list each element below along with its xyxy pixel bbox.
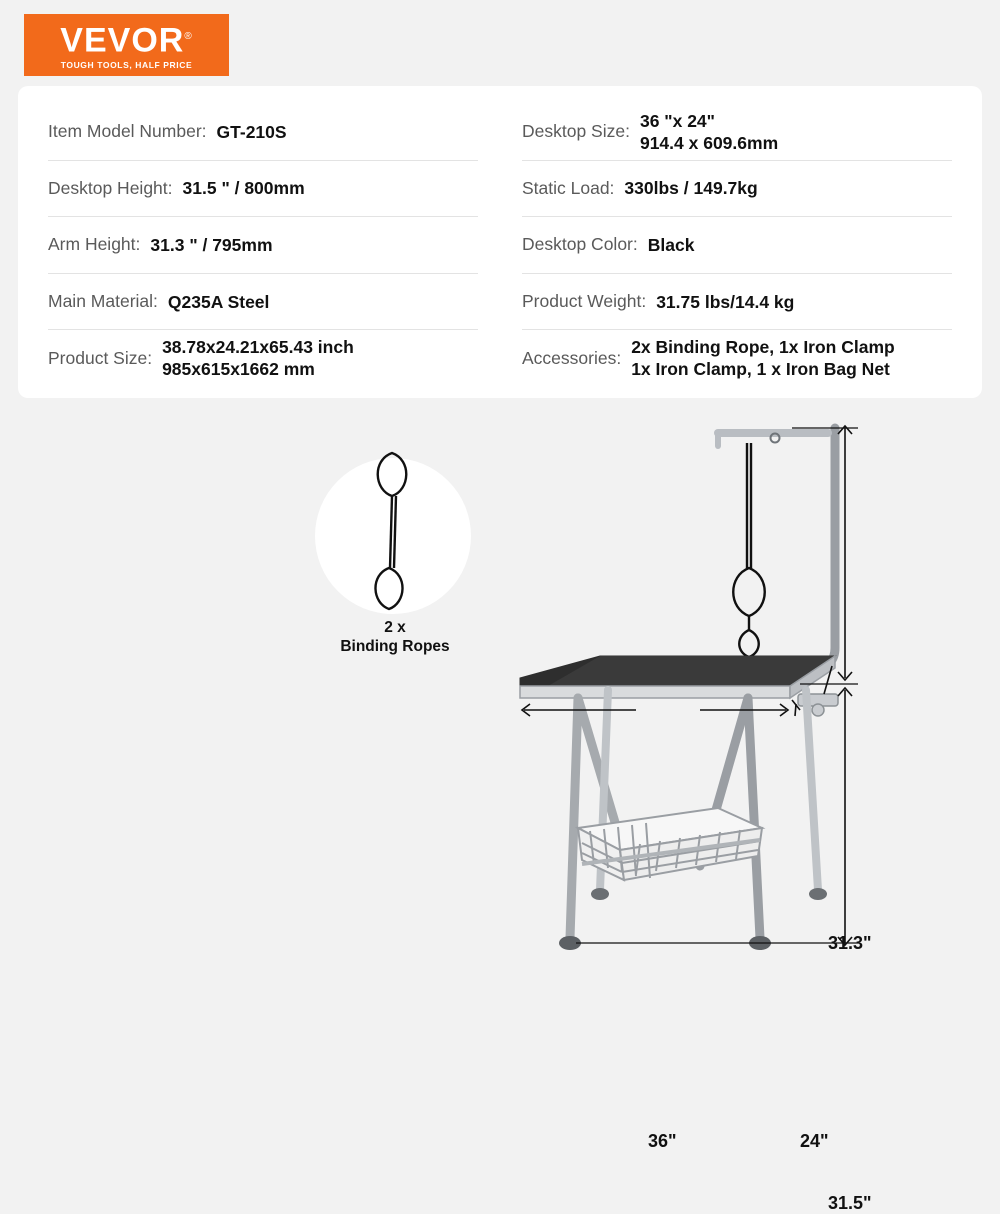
spec-value-line1: 31.75 lbs/14.4 kg	[656, 291, 795, 312]
spec-value	[162, 336, 354, 380]
spec-label: Desktop Height:	[48, 177, 173, 198]
spec-row	[48, 104, 478, 161]
spec-value-line2: 914.4 x 609.6mm	[639, 132, 779, 153]
spec-value-line2: 1x Iron Clamp, 1 x Iron Bag Net	[631, 359, 890, 380]
spec-value	[217, 121, 287, 143]
specification-card	[18, 86, 982, 398]
spec-row	[48, 161, 478, 218]
illustration-drawing	[0, 398, 1000, 1000]
spec-value	[150, 234, 272, 256]
spec-row	[522, 104, 952, 161]
spec-row	[522, 330, 952, 386]
dimension-desk-height: 31.5"	[828, 1193, 872, 1213]
spec-label: Main Material:	[48, 291, 158, 312]
spec-label: Product Weight:	[522, 291, 647, 312]
dimension-depth: 24"	[800, 1131, 829, 1151]
spec-row	[48, 330, 478, 386]
spec-label: Static Load:	[522, 177, 615, 198]
spec-label: Desktop Size:	[522, 121, 630, 142]
spec-value	[631, 336, 895, 380]
spec-value-line1: Black	[647, 234, 695, 255]
spec-column-left	[48, 104, 500, 386]
rope-caption-line1: 2 x	[384, 619, 406, 636]
brand-name	[60, 20, 193, 60]
brand-name-text: VEVOR	[60, 21, 185, 60]
spec-row	[522, 217, 952, 274]
registered-mark: ®	[184, 30, 193, 42]
spec-row	[522, 274, 952, 331]
product-illustration	[0, 398, 1000, 1213]
spec-label: Item Model Number:	[48, 121, 207, 142]
spec-row	[522, 161, 952, 218]
spec-value-line1: 36 "x 24"	[639, 110, 715, 131]
spec-row	[48, 217, 478, 274]
spec-column-right	[500, 104, 952, 386]
spec-value-line1: Q235A Steel	[167, 291, 270, 312]
spec-value	[640, 110, 778, 154]
spec-value-line1: 2x Binding Rope, 1x Iron Clamp	[631, 337, 895, 358]
spec-label: Product Size:	[48, 347, 153, 368]
spec-label: Accessories:	[522, 347, 622, 368]
spec-label: Desktop Color:	[522, 234, 638, 255]
spec-value-line1: 31.3 " / 795mm	[150, 234, 273, 255]
dimension-width: 36"	[648, 1131, 677, 1151]
spec-value-line1: GT-210S	[216, 121, 287, 142]
spec-value-line1: 31.5 " / 800mm	[182, 178, 305, 199]
brand-tagline: TOUGH TOOLS, HALF PRICE	[60, 60, 193, 71]
spec-label: Arm Height:	[48, 234, 141, 255]
rope-caption	[300, 618, 490, 656]
spec-value-line1: 38.78x24.21x65.43 inch	[162, 337, 354, 358]
spec-value-line1: 330lbs / 149.7kg	[624, 178, 758, 199]
grooming-table-drawing	[520, 428, 838, 950]
brand-logo	[24, 14, 229, 76]
dimension-arm-height: 31.3"	[828, 933, 872, 953]
rope-caption-line2: Binding Ropes	[340, 638, 450, 655]
spec-row	[48, 274, 478, 331]
spec-value	[656, 291, 794, 313]
spec-value	[183, 177, 305, 199]
spec-value	[624, 177, 757, 199]
spec-value	[168, 291, 270, 313]
spec-value-line2: 985x615x1662 mm	[162, 359, 315, 380]
spec-value	[648, 234, 695, 256]
binding-ropes-icon	[375, 453, 406, 609]
hanging-noose	[733, 443, 765, 657]
